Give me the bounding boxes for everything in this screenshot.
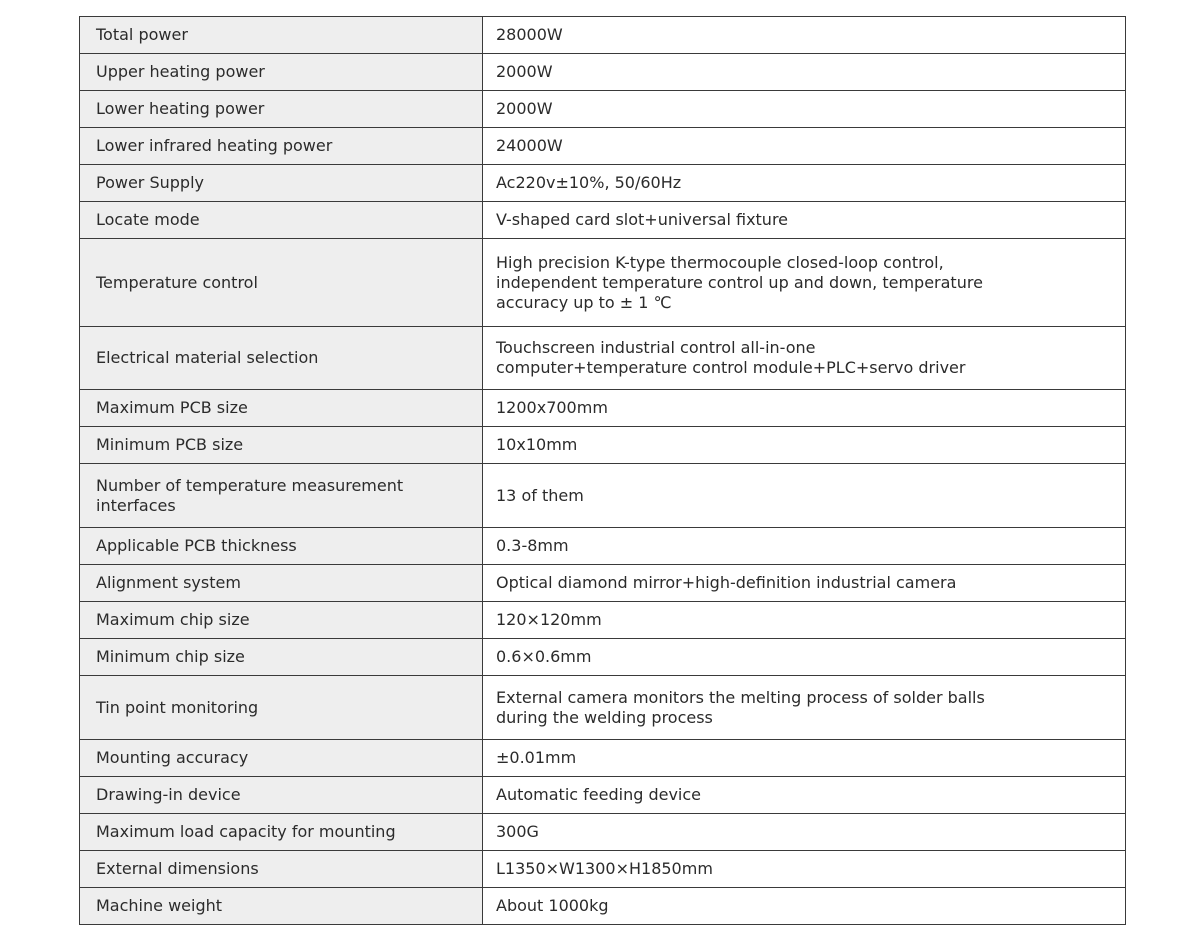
spec-label: Applicable PCB thickness: [80, 528, 483, 565]
spec-label: Mounting accuracy: [80, 740, 483, 777]
table-row: [80, 565, 1126, 602]
table-row: [80, 202, 1126, 239]
spec-value: 300G: [483, 814, 1126, 851]
spec-value: 2000W: [483, 54, 1126, 91]
spec-value: Touchscreen industrial control all-in-one computer+temperature control module+PLC+servo driver: [483, 327, 1126, 390]
table-row: [80, 427, 1126, 464]
spec-value: 0.6×0.6mm: [483, 639, 1126, 676]
table-row: [80, 676, 1126, 740]
spec-label: Maximum load capacity for mounting: [80, 814, 483, 851]
spec-value: V-shaped card slot+universal fixture: [483, 202, 1126, 239]
spec-label: Minimum chip size: [80, 639, 483, 676]
spec-value: High precision K-type thermocouple closed-loop control, independent temperature control up and down, temperature accuracy up to ± 1 ℃: [483, 239, 1126, 327]
spec-value: Optical diamond mirror+high-definition industrial camera: [483, 565, 1126, 602]
table-row: [80, 851, 1126, 888]
spec-table: [79, 16, 1126, 925]
spec-label: Drawing-in device: [80, 777, 483, 814]
spec-value: About 1000kg: [483, 888, 1126, 925]
table-row: [80, 17, 1126, 54]
spec-label: Power Supply: [80, 165, 483, 202]
spec-label: Machine weight: [80, 888, 483, 925]
table-row: [80, 777, 1126, 814]
spec-value: Ac220v±10%, 50/60Hz: [483, 165, 1126, 202]
spec-label: Tin point monitoring: [80, 676, 483, 740]
table-row: [80, 91, 1126, 128]
spec-label: Upper heating power: [80, 54, 483, 91]
table-row: [80, 602, 1126, 639]
spec-label: Lower heating power: [80, 91, 483, 128]
spec-value: 13 of them: [483, 464, 1126, 528]
spec-label: Maximum chip size: [80, 602, 483, 639]
spec-value: 2000W: [483, 91, 1126, 128]
table-row: [80, 390, 1126, 427]
spec-label: Alignment system: [80, 565, 483, 602]
spec-value: 10x10mm: [483, 427, 1126, 464]
spec-value: 0.3-8mm: [483, 528, 1126, 565]
table-row: [80, 327, 1126, 390]
spec-label: Number of temperature measurement interfaces: [80, 464, 483, 528]
spec-label: Lower infrared heating power: [80, 128, 483, 165]
spec-label: Total power: [80, 17, 483, 54]
spec-value: 1200x700mm: [483, 390, 1126, 427]
spec-value: External camera monitors the melting process of solder balls during the welding process: [483, 676, 1126, 740]
spec-value: L1350×W1300×H1850mm: [483, 851, 1126, 888]
spec-value: 120×120mm: [483, 602, 1126, 639]
table-row: [80, 464, 1126, 528]
table-row: [80, 740, 1126, 777]
table-row: [80, 814, 1126, 851]
spec-value: ±0.01mm: [483, 740, 1126, 777]
spec-label: Minimum PCB size: [80, 427, 483, 464]
table-row: [80, 528, 1126, 565]
spec-label: Locate mode: [80, 202, 483, 239]
spec-label: Maximum PCB size: [80, 390, 483, 427]
table-row: [80, 165, 1126, 202]
spec-label: Temperature control: [80, 239, 483, 327]
spec-label: External dimensions: [80, 851, 483, 888]
spec-value: 24000W: [483, 128, 1126, 165]
spec-value: Automatic feeding device: [483, 777, 1126, 814]
table-row: [80, 239, 1126, 327]
spec-value: 28000W: [483, 17, 1126, 54]
table-row: [80, 888, 1126, 925]
table-row: [80, 54, 1126, 91]
table-row: [80, 128, 1126, 165]
table-row: [80, 639, 1126, 676]
spec-label: Electrical material selection: [80, 327, 483, 390]
